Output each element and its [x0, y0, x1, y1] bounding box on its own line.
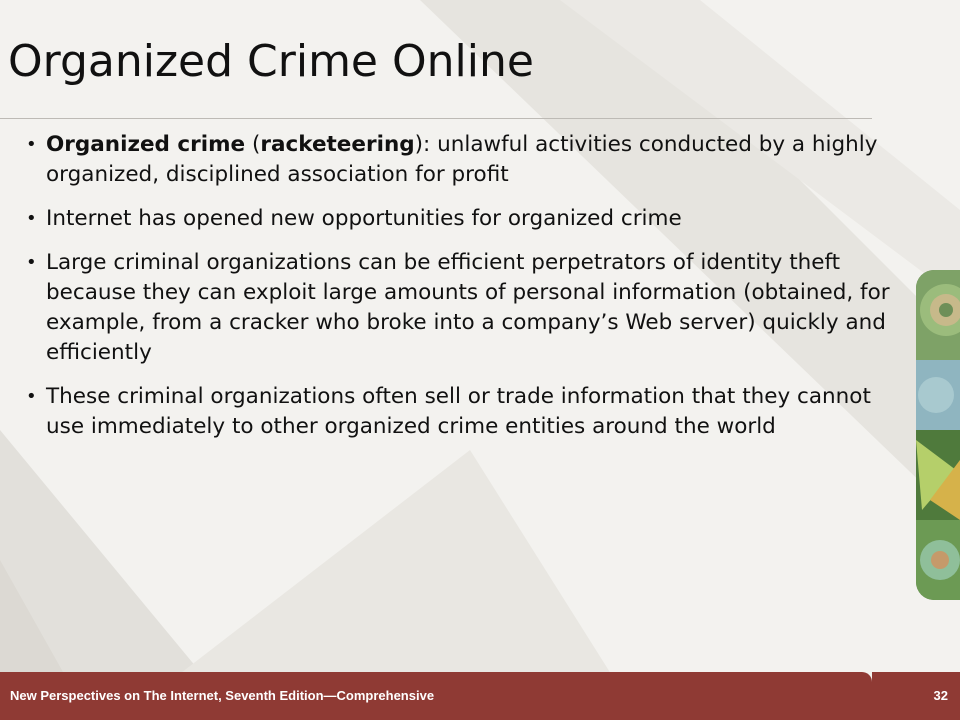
bullet-text: ): unlawful activities conducted by a highly organized, disciplined association for profit: [46, 132, 878, 187]
bullet-text: Large criminal organizations can be efficient perpetrators of identity theft because they can exploit large amounts of personal information (obtained, for example, from a cracker who broke into a company’s Web server) quickly and efficiently: [46, 250, 890, 365]
page-number: 32: [933, 688, 948, 703]
bullet-dot: •: [26, 386, 37, 407]
title-divider: [0, 118, 872, 119]
slide-title: Organized Crime Online: [8, 36, 534, 87]
footer-book-title: New Perspectives on The Internet, Seventh Edition—Comprehensive: [10, 688, 435, 703]
bullet-text: (: [245, 132, 261, 157]
footer: [0, 672, 960, 720]
bullet-term: Organized crime: [46, 132, 246, 157]
bullet-list: [16, 130, 896, 442]
bullet-item: [16, 248, 896, 368]
bullet-dot: •: [26, 252, 37, 273]
slide-body: [16, 130, 896, 456]
footer-bar: [0, 672, 872, 720]
bullet-text: These criminal organizations often sell or trade information that they cannot use immediately to other organized crime entities around the world: [46, 384, 871, 439]
bullet-item: [16, 382, 896, 442]
footer-page-area: [872, 672, 960, 720]
bullet-item: [16, 204, 896, 234]
bullet-text: Internet has opened new opportunities for organized crime: [46, 206, 682, 231]
bullet-term: racketeering: [260, 132, 415, 157]
bullet-dot: •: [26, 208, 37, 229]
side-decoration-image: [916, 270, 960, 600]
bullet-item: [16, 130, 896, 190]
bullet-dot: •: [26, 134, 37, 155]
